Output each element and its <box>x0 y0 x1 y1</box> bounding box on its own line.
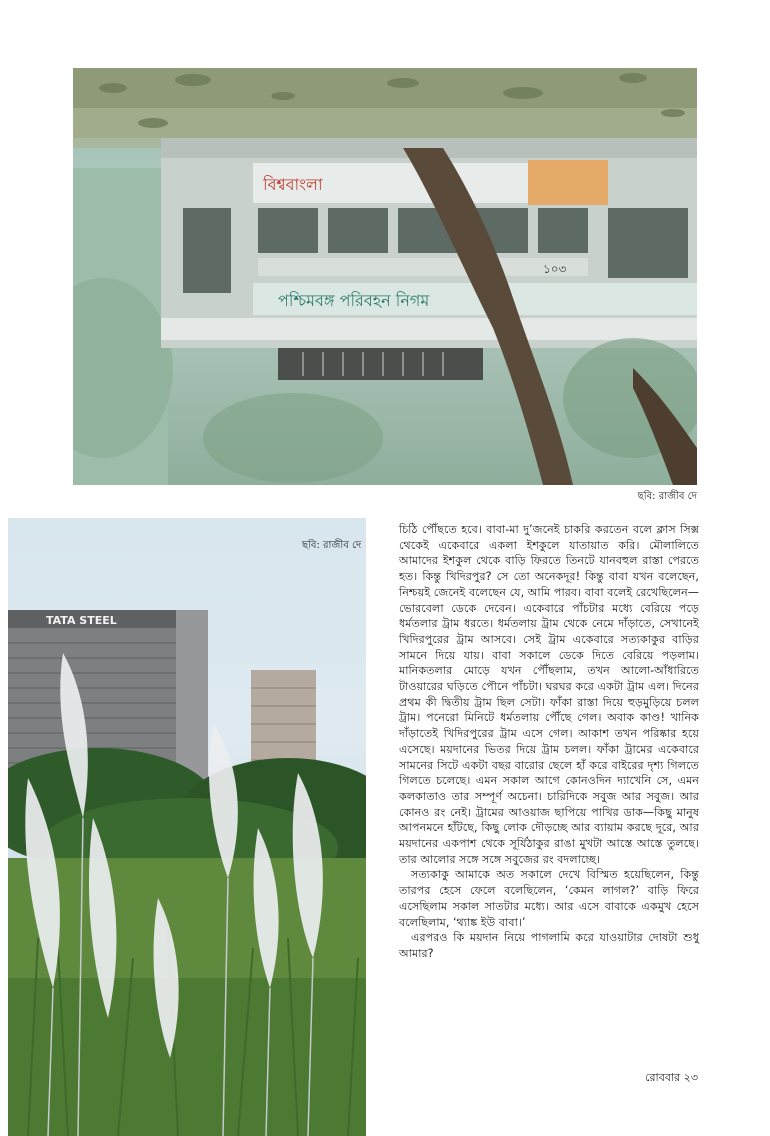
photo-credit-left: ছবি: রাজীব দে <box>302 540 362 551</box>
kash-flower-illustration <box>8 518 366 1136</box>
tata-steel-sign: TATA STEEL <box>46 614 117 627</box>
article-paragraph: চিঠি পৌঁছতে হবে। বাবা-মা দু’জনেই চাকরি করতেন বলে ক্লাস সিক্স থেকেই একেবারে একলা ইশকুলে যাতায়াত করি। মৌলালিতে আমাদের ইশকুল থেকে বাড়ি ফিরতে তিনটে যানবহুল রাস্তা পেরতে হত। কিন্তু খিদিরপুর? সে তো অনেকদূর! কিন্তু বাবা যখন বলেছেন, নিশ্চয়ই জেনেই বলেছেন যে, আমি পারব। বাবা বলেই রেখেছিলেন—ভোরবেলা ডেকে দেবেন। একেবারে পাঁচটার মধ্যে বেরিয়ে পড়ে ধর্মতলার ট্রাম ধরতে। ধর্মতলায় ট্রাম থেকে নেমে দাঁড়াতে, সেখানেই খিদিরপুরের ট্রাম আসবে। সেই ট্রাম একেবারে সত্যকাকুর বাড়ির সামনে দিয়ে যায়। বাবা সকালে ডেকে দিতে বেরিয়ে পড়লাম। মানিকতলার মোড়ে যখন পৌঁছলাম, তখন আলো-আঁধারিতে টাওয়ারের ঘড়িতে পৌনে পাঁচটা। ঘরঘর করে একটা ট্রাম এল। দিনের প্রথম কী দ্বিতীয় ট্রাম ছিল সেটা। ফাঁকা রাস্তা দিয়ে হুড়মুড়িয়ে চলল ট্রাম। পনেরো মিনিটে ধর্মতলায় পৌঁছে গেল। অবাক কাণ্ড! খানিক দাঁড়াতেই খিদিরপুরের ট্রাম এসে গেল। আকাশ তখন পরিষ্কার হয়ে এসেছে। ময়দানের ভিতর দিয়ে ট্রাম চলল। ফাঁকা ট্রামের একেবারে সামনের সিটে একটা বছর বারোর ছেলে হাঁ করে বাইরের দৃশ্য গিলতে গিলতে চলেছে। এমন সকাল আগে কোনওদিন দ্যাখেনি সে, এমন কলকাতাও তার সম্পূর্ণ অচেনা। চারিদিকে সবুজ আর সবুজ। আর কোনও রং নেই। ট্রামের আওয়াজ ছাপিয়ে পাখির ডাক—কিছু মানুষ আপনমনে হাঁটছে, কিছু লোক দৌড়চ্ছে আর ব্যায়াম করছে দূরে, আর ময়দানের একপাশ থেকে সূর্যিঠাকুর রাঙা মুখটা আস্তে আস্তে তুলছে। তার আলোর সঙ্গে সঙ্গে সবুজের রং বদলাচ্ছে। <box>399 523 699 866</box>
tram-banner-text: পশ্চিমবঙ্গ পরিবহন নিগম <box>278 291 430 310</box>
tram-number: ১০৩ <box>543 262 567 276</box>
tram-reflection-illustration <box>73 68 697 485</box>
tram-reflection-photo <box>73 68 697 485</box>
page-folio: রোববার ২৩ <box>645 1071 698 1084</box>
article-body <box>399 522 699 962</box>
photo-credit-top: ছবি: রাজীব দে <box>637 491 697 502</box>
article-paragraph: সত্যকাকু আমাকে অত সকালে দেখে বিস্মিত হয়েছিলেন, কিন্তু তারপর হেসে ফেলে বলেছিলেন, ‘কেমন লাগল?’ বাড়ি ফিরে এসেছিলাম সকাল সাতটার মধ্যে। আর এসে বাবাকে একমুখ হেসে বলেছিলাম, ‘থ্যাঙ্ক ইউ বাবা।’ <box>399 868 699 929</box>
tram-ad-text: বিশ্ববাংলা <box>263 175 323 194</box>
kash-flower-photo <box>8 518 366 1136</box>
article-paragraph: এরপরও কি ময়দান নিয়ে পাগলামি করে যাওয়াটার দোষটা শুধু আমার? <box>399 931 699 960</box>
